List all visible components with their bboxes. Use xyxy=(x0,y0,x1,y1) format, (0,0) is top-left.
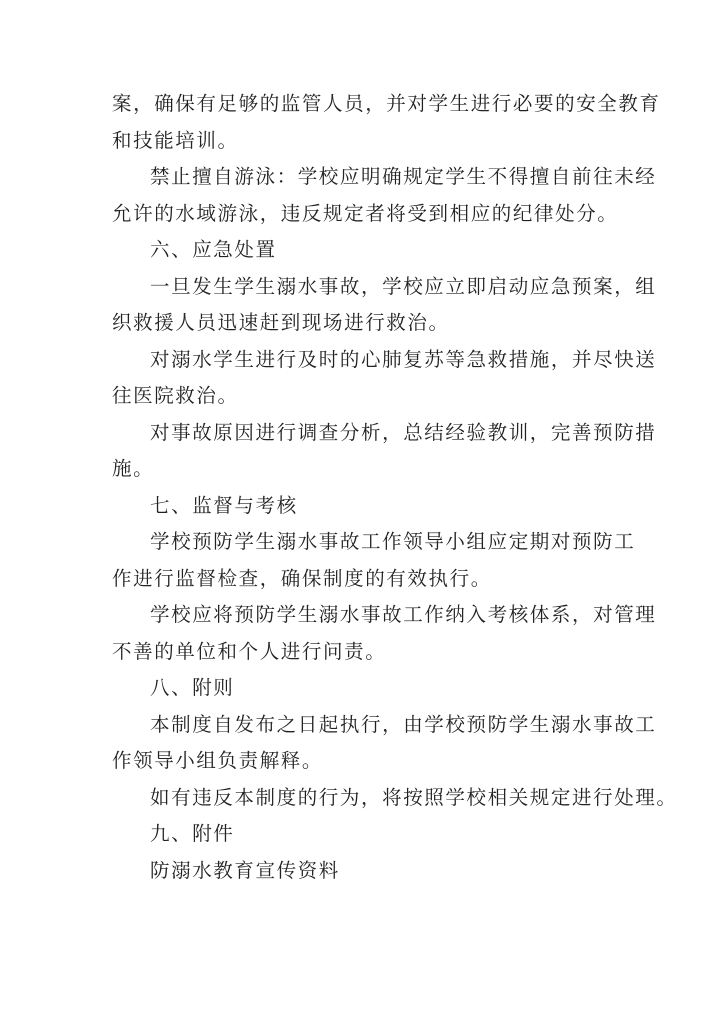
section-heading: 八、附则 xyxy=(150,676,235,699)
paragraph-start-line: 本制度自发布之日起执行，由学校预防学生溺水事故工 xyxy=(150,712,657,736)
text-line: 允许的水域游泳，违反规定者将受到相应的纪律处分。 xyxy=(112,201,619,225)
text-line: 作进行监督检查，确保制度的有效执行。 xyxy=(112,566,492,590)
text-line: 案，确保有足够的监管人员，并对学生进行必要的安全教育 xyxy=(112,92,661,115)
document-body xyxy=(112,86,678,889)
text-line: 施。 xyxy=(112,457,155,480)
text-line: 织救援人员迅速赶到现场进行救治。 xyxy=(112,311,450,334)
text-line: 往医院救治。 xyxy=(112,384,239,407)
section-heading: 九、附件 xyxy=(150,822,235,845)
paragraph-start-line: 禁止擅自游泳：学校应明确规定学生不得擅自前往未经 xyxy=(150,165,657,188)
section-heading: 七、监督与考核 xyxy=(150,493,298,517)
paragraph-start-line: 如有违反本制度的行为，将按照学校相关规定进行处理。 xyxy=(150,785,678,809)
paragraph-start-line: 对事故原因进行调查分析，总结经验教训，完善预防措 xyxy=(150,420,657,444)
paragraph-start-line: 对溺水学生进行及时的心肺复苏等急救措施，并尽快送 xyxy=(150,347,657,371)
text-line: 不善的单位和个人进行问责。 xyxy=(112,639,387,663)
paragraph-start-line: 学校预防学生溺水事故工作领导小组应定期对预防工 xyxy=(150,530,636,553)
section-heading: 六、应急处置 xyxy=(150,238,277,261)
attachment-item: 防溺水教育宣传资料 xyxy=(150,858,340,882)
text-line: 作领导小组负责解释。 xyxy=(112,749,324,772)
paragraph-start-line: 学校应将预防学生溺水事故工作纳入考核体系，对管理 xyxy=(150,603,657,626)
paragraph-start-line: 一旦发生学生溺水事故，学校应立即启动应急预案，组 xyxy=(150,274,657,298)
text-line: 和技能培训。 xyxy=(112,128,239,152)
